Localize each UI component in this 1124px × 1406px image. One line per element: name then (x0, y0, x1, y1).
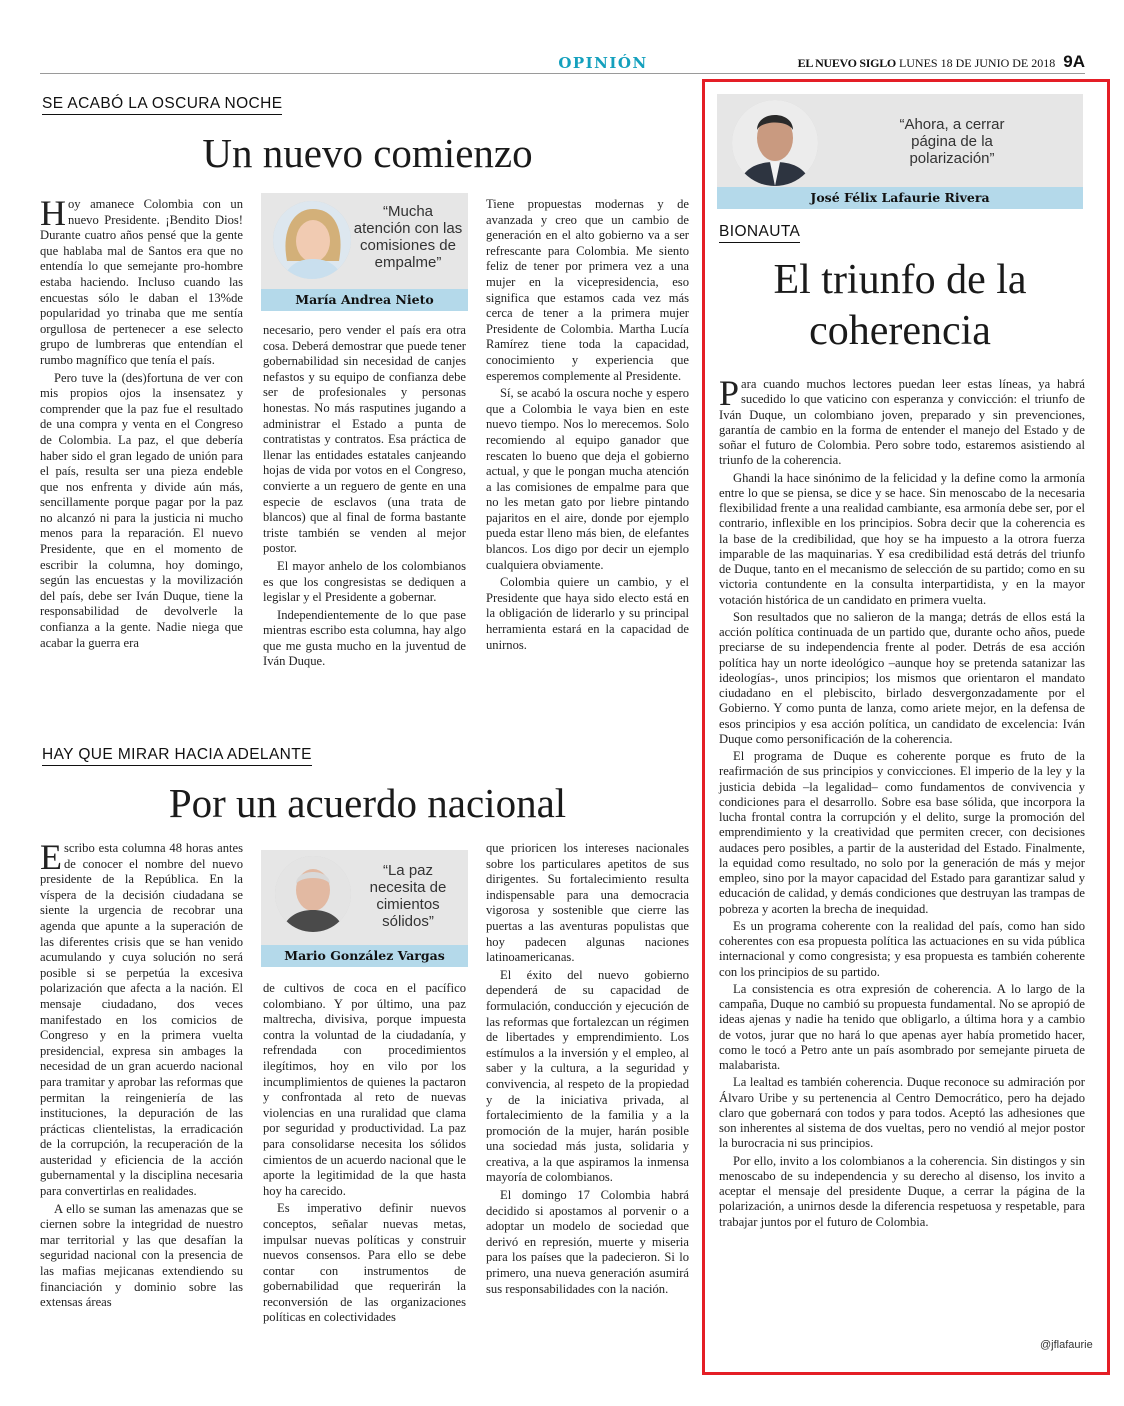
article1-column-1 (40, 193, 243, 653)
page-number: 9A (1063, 52, 1085, 71)
paragraph: Colombia quiere un cambio, y el Presidente que haya sido electo está en la obligación de liderarlo y su principal herramienta estará en la capacidad de unirnos. (486, 575, 689, 652)
article1-headline: Un nuevo comienzo (202, 130, 533, 176)
article2-column-3 (486, 841, 689, 1299)
article1-column-2 (263, 323, 466, 672)
article2-headline: Por un acuerdo nacional (168, 780, 567, 826)
article3-body (719, 373, 1085, 1232)
masthead (798, 52, 1085, 72)
paragraph: A ello se suman las amenazas que se ciernen sobre la integridad de nuestro mar territorial y las que desafían la seguridad nacional con la presencia de las mafias mejicanas extendiendo su financiación y dominio sobre las extensas áreas (40, 1201, 243, 1310)
article2-pullquote: “La paz necesita de cimientos sólidos” (369, 862, 447, 930)
article1-author: María Andrea Nieto (261, 289, 468, 311)
paragraph: Es imperativo definir nuevos conceptos, señalar nuevas metas, impulsar nuevas políticas y construir nuevos consensos. Para ello se debe contar con instrumentos de gobernabilidad que requerirán la reconversión de las organizaciones políticas en colectividades (263, 1201, 466, 1325)
portrait-icon (732, 100, 818, 186)
paragraph: Hoy amanece Colombia con un nuevo Presidente. ¡Bendito Dios! Durante cuatro años pensé que la gente que hablaba mal de Santos era que no entendía lo que semejante pro-hombre estaba haciendo. Incluso cuando las encuestas sólo le daban el 13%de popularidad yo trinaba que me sentía orgullosa de pertenecer a ese selecto grupo de lumbreras que entendían el rumbo magnífico que tenía el país. (40, 193, 243, 367)
paragraph: La lealtad es también coherencia. Duque reconoce su admiración por Álvaro Uribe y su pertenencia al Centro Democrático, pero ha dejado claro que gobernará con todos y para todos. Aceptó las adhesiones que son inherentes al sistema de dos vueltas, pero no vendió al mejor postor la burocracia ni sus principios. (719, 1075, 1085, 1151)
author-photo-maria-andrea-nieto (273, 201, 351, 279)
article3-author: José Félix Lafaurie Rivera (717, 187, 1083, 209)
paragraph: El domingo 17 Colombia habrá decidido si apostamos al porvenir o a adoptar un modelo de sociedad que derivó en represión, muerte y miseria para los países que la padecieron. Si lo primero, una nueva generación asumirá sus responsabilidades con la nación. (486, 1188, 689, 1296)
article1-kicker: SE ACABÓ LA OSCURA NOCHE (42, 95, 282, 115)
page-header (40, 52, 1085, 74)
paragraph: que prioricen los intereses nacionales sobre los particulares apetitos de sus dirigentes. Su fortalecimiento resulta indispensable para una democracia vigorosa y sostenible que cierre las puertas a las aventuras populistas que hoy padecen algunas naciones latinoamericanas. (486, 841, 689, 965)
newspaper-name: EL NUEVO SIGLO (797, 56, 896, 70)
section-label: OPINIÓN (558, 54, 648, 72)
paragraph: Ghandi la hace sinónimo de la felicidad y la define como la armonía entre lo que se piensa, se dice y se hace. Sin menoscabo de la necesaria flexibilidad frente a una realidad cambiante, esa armonía debe ser, por el contrario, inflexible en los principios. Sobra decir que la coherencia es la base de la credibilidad, que hoy se ha impuesto a la otrora fuerza imparable de las maquinarias. Y esa credibilidad está detrás del triunfo de Duque, tanto en el mecanismo de selección de su partido; como en su victoria contundente en la consulta interpartidista, y en la mayor votación histórica de un candidato en primera vuelta. (719, 470, 1085, 607)
issue-date: LUNES 18 DE JUNIO DE 2018 (898, 56, 1056, 70)
paragraph: necesario, pero vender el país era otra cosa. Deberá demostrar que puede tener gobernabilidad sin necesidad de canjes nefastos y su equipo de confianza debe ser de profesionales y personas honestas. No más rasputines jugando a administrar el Estado a punta de contratistas y contratos. Esa práctica de llenar las entidades estatales canjeando hojas de vida por votos en el Congreso, convierte a un reguero de gente en una especie de esclavos (una trata de blancos) que al final de forma bastante triste también se venden al mejor postor. (263, 323, 466, 556)
paragraph: Para cuando muchos lectores puedan leer estas líneas, ya habrá sucedido lo que vaticino con esperanza y convicción: el triunfo de Iván Duque, un colombiano joven, preparado y sin prevenciones, garantía de cambio en la forma de entender el manejo del Estado y de soñar el futuro de Colombia. Pero sobre todo, estaremos asistiendo al triunfo de la coherencia. (719, 373, 1085, 468)
author-photo-mario-gonzalez-vargas (275, 856, 351, 932)
article2-author: Mario González Vargas (261, 945, 468, 967)
paragraph: Sí, se acabó la oscura noche y espero que a Colombia le vaya bien en este nuevo tiempo. Nos lo merecemos. Solo recomiendo al equipo ganador que rescaten lo bueno que deja el gobierno actual, y que le pongan mucha atención a las comisiones de empalme para que no les metan gato por liebre pintando pajaritos en el aire, donde por ejemplo pueda estar lleno más bien, de elefantes blancos. Los digo por decir un ejemplo cualquiera obviamente. (486, 386, 689, 572)
paragraph: Independientemente de lo que pase mientras escribo esta columna, hay algo que me gusta mucho en la juventud de Iván Duque. (263, 607, 466, 669)
paragraph: Escribo esta columna 48 horas antes de conocer el nombre del nuevo presidente de la República. En la víspera de la decisión ciudadana se siente la urgencia de recobrar una agenda que apunte a la superación de las diferentes crisis que se han venido acumulando y cuya solución no será posible si se perpetúa la excesiva polarización que afecta a la nación. El mensaje ciudadano, dos veces manifestado en los comicios de Congreso y en la primera vuelta presidencial, expresa sin ambages la necesidad de un gran acuerdo nacional para tramitar y aprobar las reformas que permitan la reingeniería de las instituciones, la depuración de las prácticas clientelistas, la erradicación de la corrupción, la recuperación de la austeridad y eficiencia de la acción gubernamental y la disciplina necesaria para convertirlas en realidades. (40, 837, 243, 1199)
article3-pullquote-box (717, 94, 1083, 209)
article2-column-2 (263, 981, 466, 1328)
article3-pullquote: “Ahora, a cerrar página de la polarización” (899, 116, 1005, 167)
portrait-icon (275, 856, 351, 932)
paragraph: El programa de Duque es coherente porque es fruto de la reafirmación de sus principios y convicciones. El imperio de la ley y la justicia debida –la legalidad– como fundamentos de convivencia y condiciones para el desarrollo. Sobre esa base sólida, que incorpora la lucha frontal contra la corrupción y el delito, surge la promoción del emprendimiento y la creatividad que permiten crecer, con decisiones audaces pero posibles, a partir de la austeridad del Estado. Finalmente, la equidad como resultado, no solo por la generación de más y mejor empleo, sino por la mayor capacidad del Estado para garantizar salud y educación de calidad, y demás condiciones que destruyan las trampas de pobreza y acorten la brecha de inequidad. (719, 749, 1085, 916)
paragraph: El éxito del nuevo gobierno dependerá de su capacidad de formulación, conducción y ejecución de las reformas que fortalezcan un régimen de libertades y emprendimiento. Los estímulos a la inversión y el empleo, al saber y la cultura, a la seguridad y convivencia, al respeto de la propiedad y de la iniciativa privada, al fortalecimiento de la familia y a la promoción de la mujer, harán posible una sociedad más justa, solidaria y creativa, a la que aspiramos la inmensa mayoría de colombianos. (486, 967, 689, 1185)
article1-pullquote-box (261, 193, 468, 311)
paragraph: El mayor anhelo de los colombianos es que los congresistas se dediquen a legislar y el Presidente a gobernar. (263, 558, 466, 605)
paragraph: Por ello, invito a los colombianos a la coherencia. Sin distingos y sin menoscabo de su independencia y su derecho al disenso, los invito a aceptar el mensaje del presidente Duque, a cerrar la página de la polarización, a unirnos desde la diferencia respetuosa y respetable, para trabajar juntos por el futuro de Colombia. (719, 1153, 1085, 1229)
paragraph: Pero tuve la (des)fortuna de ver con mis propios ojos la insensatez y comprender que la paz fue el resultado de una compra y venta en el Congreso de Colombia. La paz, el que debería haber sido el gran legado de unión para el país, resulta ser una pieza endeble que nos enfrenta y divide aún más, sencillamente porque pagar por la paz no alcanzó ni para la justicia ni mucho menos para la reparación. El nuevo Presidente, que en el momento de escribir la columna, hoy domingo, según las encuestas y la movilización del país, debe ser Iván Duque, tiene la responsabilidad de devolverle la confianza a la gente. Nadie niega que acabar la guerra era (40, 370, 243, 650)
article2-kicker: HAY QUE MIRAR HACIA ADELANTE (42, 746, 312, 766)
article3-headline: El triunfo de la coherencia (773, 257, 1027, 354)
article2-pullquote-box (261, 850, 468, 967)
article1-column-3 (486, 197, 689, 655)
paragraph: La consistencia es otra expresión de coherencia. A lo largo de la campaña, Duque no cambió su propuesta fundamental. No se apropió de ideas ajenas y nadie ha tenido que obligarlo, a última hora y a cambio de votos, jurar que no hará lo que apenas ayer había prometido hacer, como le tocó a Petro ante un país asombrado por semejante pirueta de malabarista. (719, 981, 1085, 1072)
article3-kicker: BIONAUTA (719, 223, 800, 243)
paragraph: Tiene propuestas modernas y de avanzada y creo que un cambio de generación en el alto gobierno va a ser refrescante para Colombia. Me siento feliz de tener por primera vez a una mujer en la vicepresidencia, eso significa que estamos cada vez más cerca de tener a la primera mujer Presidente de Colombia. Martha Lucía Ramírez tiene toda la capacidad, conocimiento y experiencia que esperemos complemente al Presidente. (486, 197, 689, 383)
article2-column-1 (40, 837, 243, 1313)
author-photo-jose-felix-lafaurie (732, 100, 818, 186)
twitter-handle: @jflafaurie (1040, 1339, 1093, 1351)
article1-pullquote: “Mucha atención con las comisiones de empalme” (353, 203, 463, 271)
portrait-icon (273, 201, 351, 279)
paragraph: Son resultados que no salieron de la manga; detrás de ellos está la acción política continuada de un partido que, durante ocho años, puede preciarse de su independencia frente al poder. Detrás de esa acción política hay un norte ideológico –aunque hoy se pretenda satanizar las ideologías-, unos principios; los mismos que orientaron el mandato ciudadano en el plebiscito, birlado desvergonzadamente por el Gobierno. Y como punta de lanza, como ariete mejor, en la defensa de esos principios y esa acción política, un candidato de excelencia: Iván Duque como personificación de la coherencia. (719, 609, 1085, 746)
paragraph: Es un programa coherente con la realidad del país, como han sido coherentes con esa propuesta política las actuaciones en su vida pública internacional y como congresista; y esa propuesta es también coherente con los principios de su partido. (719, 918, 1085, 979)
paragraph: de cultivos de coca en el pacífico colombiano. Y por último, una paz maltrecha, divisiva, porque impuesta contra la voluntad de la ciudadanía, y refrendada con procedimientos ilegítimos, hoy en vilo por los incumplimientos de quienes la pactaron y confrontada al reto de nuevas violencias en una ruralidad que clama por seguridad y productividad. La paz para consolidarse necesita los sólidos cimientos de un acuerdo nacional que le aporte la legitimidad de la que hasta hoy ha carecido. (263, 981, 466, 1198)
